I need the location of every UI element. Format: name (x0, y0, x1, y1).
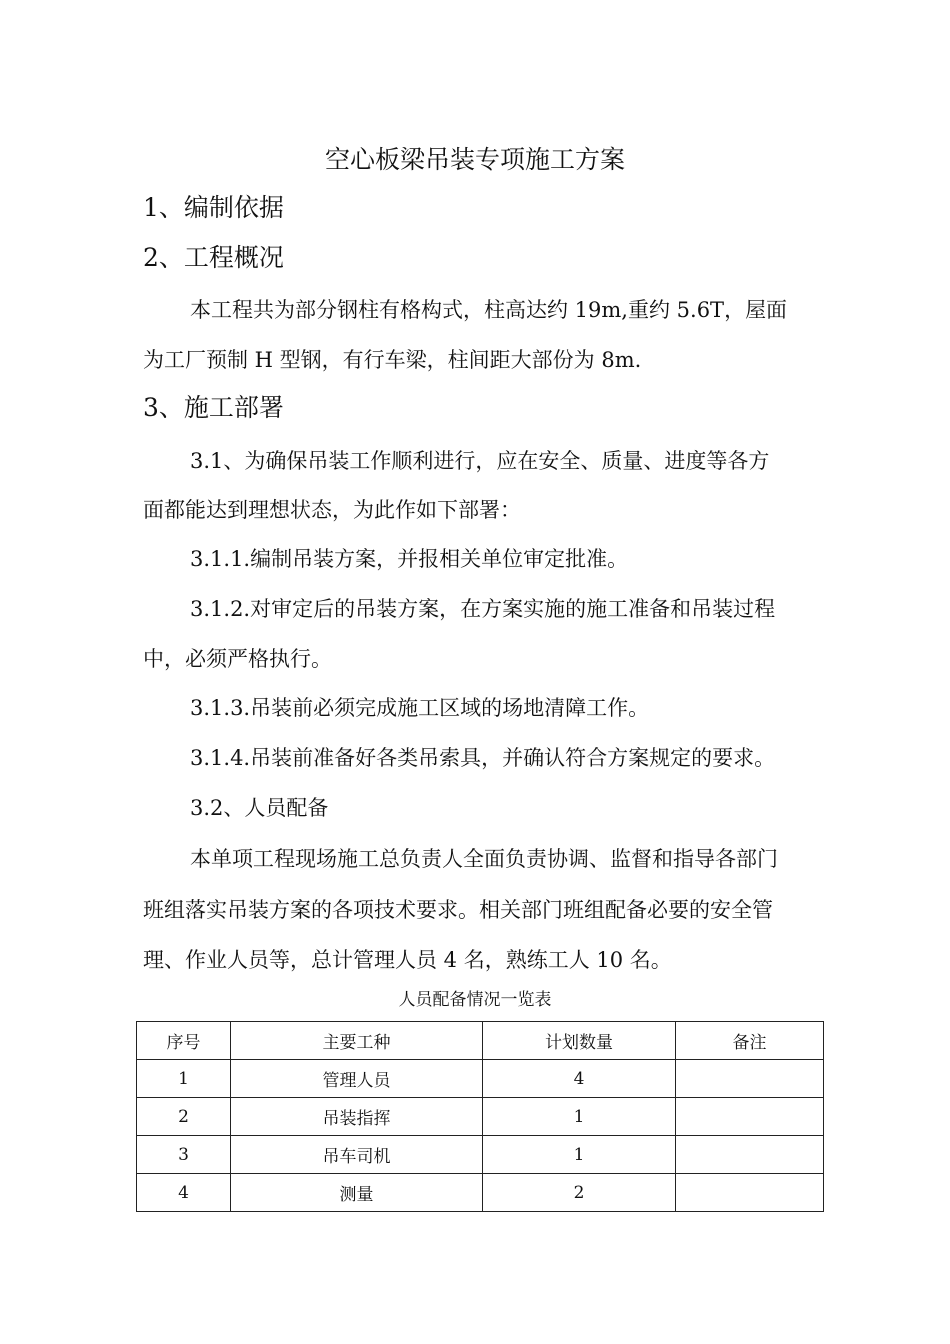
table-cell: 1 (137, 1060, 231, 1098)
table-cell: 吊装指挥 (231, 1098, 483, 1136)
header-cell-remarks: 备注 (676, 1022, 824, 1060)
header-cell-trade: 主要工种 (231, 1022, 483, 1060)
table-cell (676, 1060, 824, 1098)
heading-deployment: 3、施工部署 (143, 393, 284, 422)
table-row (137, 1136, 824, 1174)
table-caption: 人员配备情况一览表 (398, 990, 552, 1010)
table-cell: 1 (483, 1098, 676, 1136)
overview-paragraph-line-1: 本工程共为部分钢柱有格构式，柱高达约 19m,重约 5.6T，屋面 (190, 298, 788, 322)
staffing-paragraph-line-3: 理、作业人员等，总计管理人员 4 名，熟练工人 10 名。 (143, 948, 672, 972)
staffing-paragraph-line-2: 班组落实吊装方案的各项技术要求。相关部门班组配备必要的安全管 (143, 898, 773, 922)
heading-basis: 1、编制依据 (143, 193, 284, 222)
table-cell: 2 (483, 1174, 676, 1212)
heading-3-2: 3.2、人员配备 (190, 796, 329, 820)
table-cell: 管理人员 (231, 1060, 483, 1098)
item-3-1-4: 3.1.4.吊装前准备好各类吊索具，并确认符合方案规定的要求。 (190, 746, 776, 770)
table-cell: 测量 (231, 1174, 483, 1212)
overview-paragraph-line-2: 为工厂预制 H 型钢，有行车梁，柱间距大部份为 8m. (143, 348, 642, 372)
table-cell (676, 1174, 824, 1212)
table-row (137, 1060, 824, 1098)
table-row (137, 1098, 824, 1136)
section-3-1-line-2: 面都能达到理想状态，为此作如下部署： (143, 498, 521, 522)
table-header-row (137, 1022, 824, 1060)
heading-overview: 2、工程概况 (143, 243, 284, 272)
table-cell (676, 1098, 824, 1136)
document-title: 空心板梁吊装专项施工方案 (324, 145, 625, 174)
table-cell: 吊车司机 (231, 1136, 483, 1174)
header-cell-quantity: 计划数量 (483, 1022, 676, 1060)
table-cell: 3 (137, 1136, 231, 1174)
staffing-paragraph-line-1: 本单项工程现场施工总负责人全面负责协调、监督和指导各部门 (190, 847, 778, 871)
table-cell: 2 (137, 1098, 231, 1136)
item-3-1-3: 3.1.3.吊装前必须完成施工区域的场地清障工作。 (190, 696, 650, 720)
header-cell-index: 序号 (137, 1022, 231, 1060)
item-3-1-2-line-1: 3.1.2.对审定后的吊装方案，在方案实施的施工准备和吊装过程 (190, 597, 776, 621)
item-3-1-2-line-2: 中，必须严格执行。 (143, 647, 332, 671)
table-cell: 1 (483, 1136, 676, 1174)
table-cell (676, 1136, 824, 1174)
table-row (137, 1174, 824, 1212)
section-3-1-line-1: 3.1、为确保吊装工作顺利进行，应在安全、质量、进度等各方 (190, 449, 770, 473)
staffing-table (136, 1021, 824, 1212)
table-cell: 4 (483, 1060, 676, 1098)
item-3-1-1: 3.1.1.编制吊装方案，并报相关单位审定批准。 (190, 547, 629, 571)
table-cell: 4 (137, 1174, 231, 1212)
